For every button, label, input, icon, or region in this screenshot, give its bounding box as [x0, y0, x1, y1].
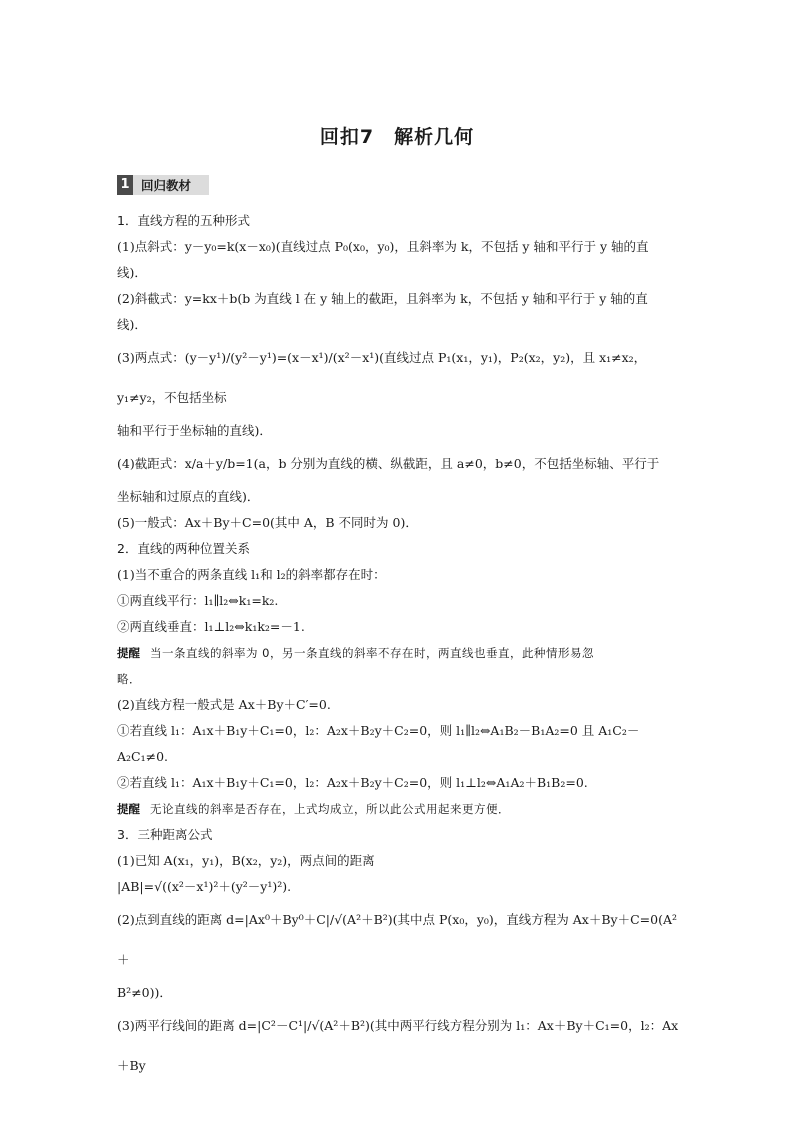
tip-note [117, 640, 679, 666]
text-line: (2)斜截式：y=kx＋b(b 为直线 l 在 y 轴上的截距，且斜率为 k，不包括 y 轴和平行于 y 轴的直 [117, 291, 648, 306]
tip-text: 当一条直线的斜率为 0，另一条直线的斜率不存在时，两直线也垂直，此种情形易忽 [150, 646, 594, 660]
formula-line: (2)点到直线的距离 d=|Ax⁰＋By⁰＋C|/√(A²＋B²)(其中点 P(x₀，y₀)，直线方程为 Ax＋By＋C=0(A²＋ [117, 912, 678, 967]
section-header [117, 175, 209, 195]
text-line: (5)一般式：Ax＋By＋C=0(其中 A，B 不同时为 0)． [117, 515, 418, 530]
text-line: A₂C₁≠0. [117, 749, 169, 764]
text-line: ①两直线平行：l₁∥l₂⇔k₁=k₂. [117, 593, 279, 608]
tip-label: 提醒 [117, 802, 140, 816]
content-body [117, 208, 679, 1086]
text-line: 线)． [117, 265, 147, 280]
text-line: ①若直线 l₁：A₁x＋B₁y＋C₁=0，l₂：A₂x＋B₂y＋C₂=0，则 l₁∥l₂⇔A₁B₂－B₁A₂=0 且 A₁C₂－ [117, 723, 640, 738]
formula-line: (3)两平行线间的距离 d=|C²－C¹|/√(A²＋B²)(其中两平行线方程分别为 l₁：Ax＋By＋C₁=0，l₂：Ax＋By [117, 1018, 679, 1073]
text-line: ②若直线 l₁：A₁x＋B₁y＋C₁=0，l₂：A₂x＋B₂y＋C₂=0，则 l₁⊥l₂⇔A₁A₂＋B₁B₂=0. [117, 775, 588, 790]
formula-line: (4)截距式：x/a＋y/b=1(a，b 分别为直线的横、纵截距，且 a≠0，b≠0，不包括坐标轴、平行于 [117, 456, 660, 471]
text-line: (1)当不重合的两条直线 l₁和 l₂的斜率都存在时： [117, 567, 386, 582]
page-title: 回扣7 解析几何 [319, 126, 475, 148]
text-line: B²≠0))． [117, 985, 172, 1000]
formula-line: (3)两点式：(y－y¹)/(y²－y¹)=(x－x¹)/(x²－x¹)(直线过点 P₁(x₁，y₁)，P₂(x₂，y₂)，且 x₁≠x₂，y₁≠y₂，不包括坐标 [117, 350, 647, 405]
section-label: 回归教材 [141, 178, 192, 193]
text-line: (1)点斜式：y－y₀=k(x－x₀)(直线过点 P₀(x₀，y₀)，且斜率为 k，不包括 y 轴和平行于 y 轴的直 [117, 239, 649, 254]
text-line: (1)已知 A(x₁，y₁)，B(x₂，y₂)，两点间的距离 [117, 853, 375, 868]
subsection-heading: 3．三种距离公式 [117, 827, 213, 842]
subsection-heading: 1．直线方程的五种形式 [117, 213, 250, 228]
tip-note: 略． [117, 672, 141, 686]
tip-note [117, 796, 679, 822]
subsection-heading: 2．直线的两种位置关系 [117, 541, 250, 556]
tip-text: 无论直线的斜率是否存在，上式均成立，所以此公式用起来更方便． [150, 802, 510, 816]
text-line: ②两直线垂直：l₁⊥l₂⇔k₁k₂=－1. [117, 619, 305, 634]
section-number: 1 [117, 175, 133, 195]
text-line: (2)直线方程一般式是 Ax＋By＋C′=0. [117, 697, 331, 712]
text-line: 轴和平行于坐标轴的直线)． [117, 423, 272, 438]
tip-label: 提醒 [117, 646, 140, 660]
text-line: 坐标轴和过原点的直线)． [117, 489, 260, 504]
text-line: |AB|=√((x²－x¹)²＋(y²－y¹)²). [117, 879, 292, 894]
text-line: 线)． [117, 317, 147, 332]
